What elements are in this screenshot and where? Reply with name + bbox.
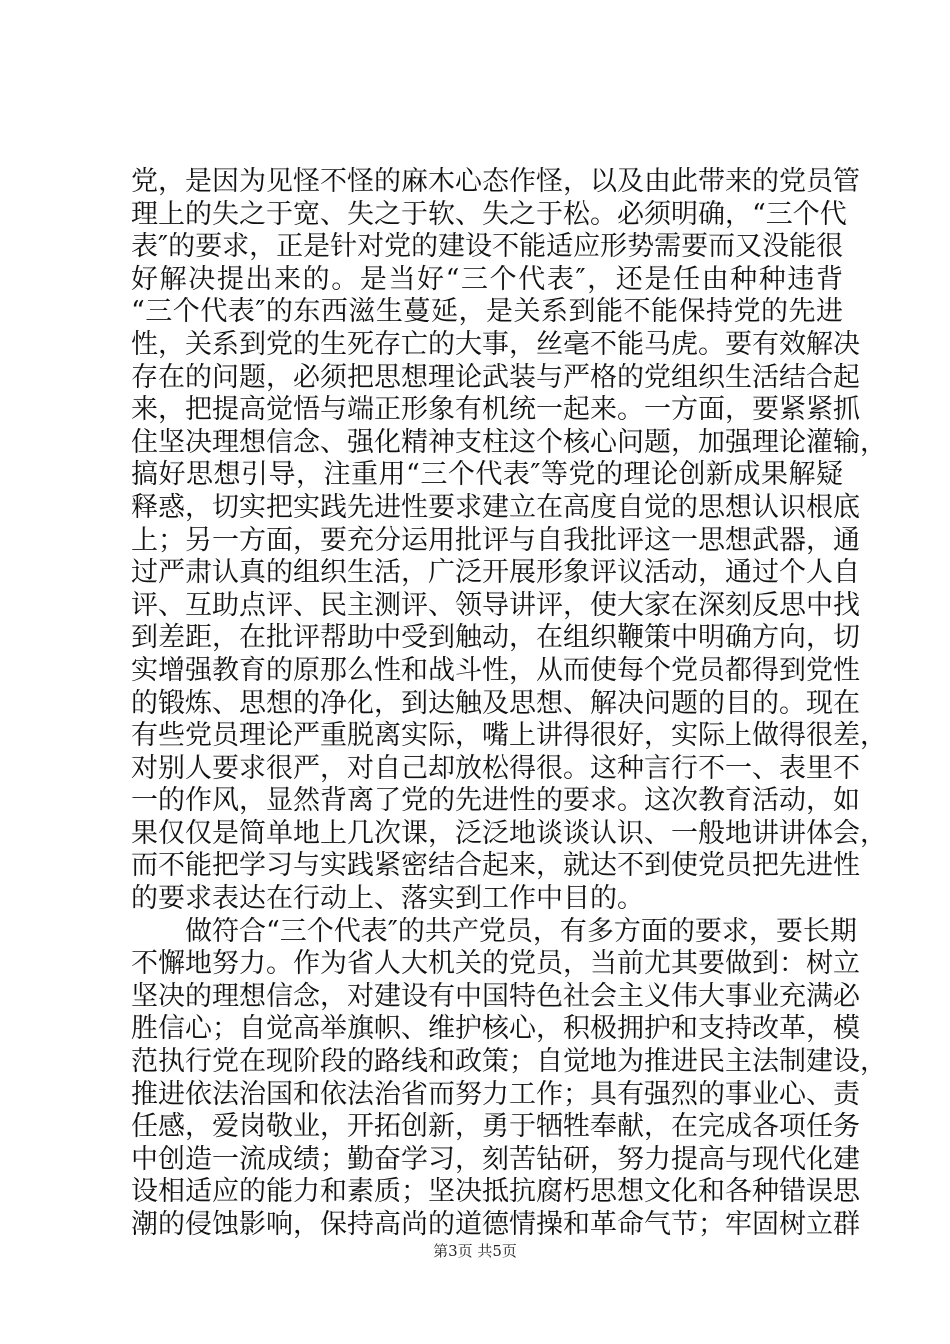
- paragraph-2: [131, 915, 887, 1242]
- text-line: 评、互助点评、民主测评、领导讲评，使大家在深刻反思中找: [131, 589, 860, 621]
- text-line: 对别人要求很严，对自己却放松得很。这种言行不一、表里不: [131, 752, 860, 784]
- text-line: 上；另一方面，要充分运用批评与自我批评这一思想武器，通: [131, 524, 860, 556]
- text-line: 党，是因为见怪不怪的麻木心态作怪，以及由此带来的党员管: [131, 166, 860, 197]
- text-line: 来，把提高觉悟与端正形象有机统一起来。一方面，要紧紧抓: [131, 394, 860, 426]
- text-line: “三个代表″的东西滋生蔓延，是关系到能不能保持党的先进: [131, 296, 843, 328]
- page-number: 第3页 共5页: [433, 1242, 517, 1260]
- text-line: 的锻炼、思想的净化，到达触及思想、解决问题的目的。现在: [131, 687, 860, 719]
- text-line: 不懈地努力。作为省人大机关的党员，当前尤其要做到：树立: [131, 948, 860, 980]
- text-line: 的要求表达在行动上、落实到工作中目的。: [131, 883, 644, 915]
- text-line: 潮的侵蚀影响，保持高尚的道德情操和革命气节；牢固树立群: [131, 1209, 860, 1240]
- text-line: 中创造一流成绩；勤奋学习，刻苦钻研，努力提高与现代化建: [131, 1143, 860, 1175]
- text-line: 住坚决理想信念、强化精神支柱这个核心问题，加强理论灌输，: [131, 426, 887, 458]
- text-line: 实增强教育的原那么性和战斗性，从而使每个党员都得到党性: [131, 654, 860, 686]
- text-line: 任感，爱岗敬业，开拓创新，勇于牺牲奉献，在完成各项任务: [131, 1111, 860, 1143]
- text-line: 而不能把学习与实践紧密结合起来，就达不到使党员把先进性: [131, 850, 860, 882]
- text-line: 一的作风，显然背离了党的先进性的要求。这次教育活动，如: [131, 785, 860, 817]
- text-line: 理上的失之于宽、失之于软、失之于松。必须明确，“三个代: [131, 198, 847, 230]
- text-line: 释惑，切实把实践先进性要求建立在高度自觉的思想认识根底: [131, 491, 860, 523]
- text-line: 坚决的理想信念，对建设有中国特色社会主义伟大事业充满必: [131, 980, 860, 1012]
- text-line: 有些党员理论严重脱离实际，嘴上讲得很好，实际上做得很差，: [131, 720, 887, 752]
- page-footer: [0, 1241, 950, 1261]
- paragraph-1: [131, 166, 887, 916]
- text-line: 过严肃认真的组织生活，广泛开展形象评议活动，通过个人自: [131, 557, 860, 589]
- text-line: 到差距，在批评帮助中受到触动，在组织鞭策中明确方向，切: [131, 622, 860, 654]
- body-text: [131, 166, 887, 1242]
- text-line: 范执行党在现阶段的路线和政策；自觉地为推进民主法制建设，: [131, 1046, 887, 1078]
- text-line: 表″的要求，正是针对党的建设不能适应形势需要而又没能很: [131, 231, 844, 263]
- text-line: 性，关系到党的生死存亡的大事，丝毫不能马虎。要有效解决: [131, 328, 860, 360]
- text-line: 果仅仅是简单地上几次课，泛泛地谈谈认识、一般地讲讲体会，: [131, 817, 887, 849]
- text-line: 存在的问题，必须把思想理论武装与严格的党组织生活结合起: [131, 361, 860, 393]
- text-line: 设相适应的能力和素质；坚决抵抗腐朽思想文化和各种错误思: [131, 1176, 860, 1208]
- text-line: 搞好思想引导，注重用“三个代表″等党的理论创新成果解疑: [131, 459, 843, 491]
- text-line: 做符合“三个代表″的共产党员，有多方面的要求，要长期: [185, 915, 857, 947]
- text-line: 胜信心；自觉高举旗帜、维护核心，积极拥护和支持改革，模: [131, 1013, 860, 1045]
- text-line: 好解决提出来的。是当好“三个代表″，还是任由种种违背: [131, 263, 843, 295]
- text-line: 推进依法治国和依法治省而努力工作；具有强烈的事业心、责: [131, 1078, 860, 1110]
